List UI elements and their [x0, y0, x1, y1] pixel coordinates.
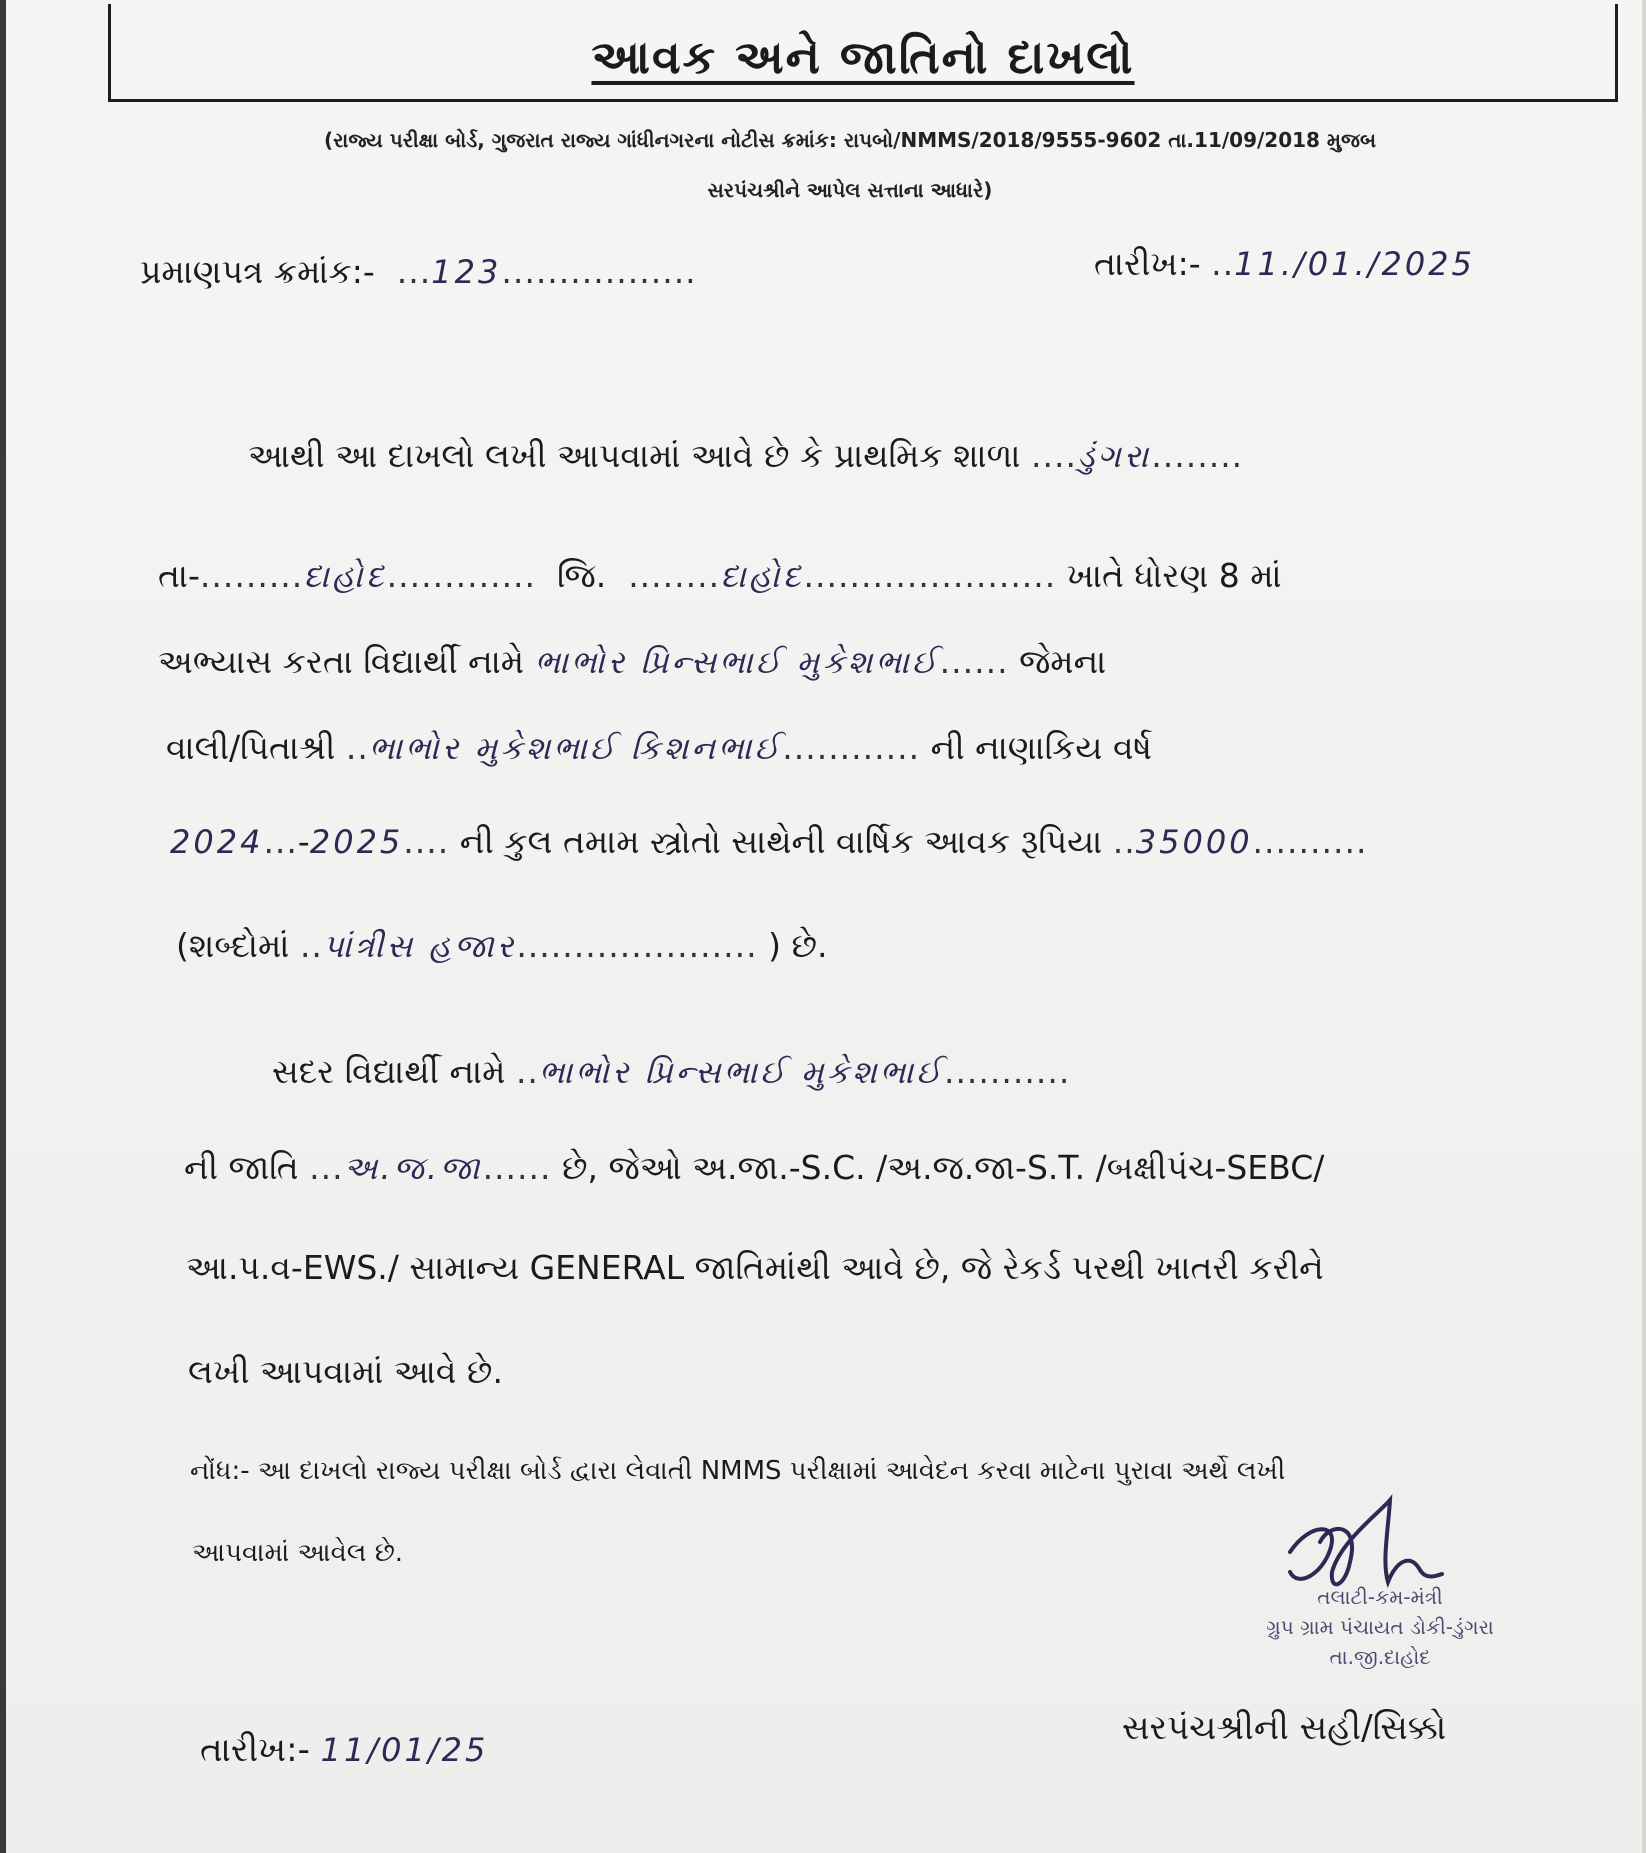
paragraph-line-2: તા-.........દાહોદ............. જિ. ........દાહોદ...................... ખાતે ધોરણ 8 માં — [158, 556, 1282, 595]
scan-edge-right — [1642, 0, 1646, 1853]
jemna-text: જેમના — [1019, 642, 1107, 681]
financial-year-label: ની નાણાકિય વર્ષ — [930, 728, 1152, 767]
income-words-end: ) છે. — [768, 926, 828, 965]
note-line-1: નોંધ:- આ દાખલો રાજ્ય પરીક્ષા બોર્ડ દ્વારા લેવાતી NMMS પરીક્ષામાં આવેદન કરવા માટેના પુરાવા અર્થે લખી — [190, 1456, 1286, 1486]
certificate-date-value: 11./01./2025 — [1234, 245, 1475, 283]
student-name-2: ભાભોર પ્રિન્સભાઈ મુકેશભાઈ — [538, 1053, 944, 1091]
taluka-value: દાહોદ — [303, 557, 387, 595]
footer-date-value: 11/01/25 — [320, 1731, 489, 1769]
paragraph-2-line-3: આ.પ.વ-EWS./ સામાન્ય GENERAL જાતિમાંથી આવે છે, જે રેકર્ડ પરથી ખાતરી કરીને — [186, 1248, 1324, 1287]
paragraph-2-line-4: લખી આપવામાં આવે છે. — [188, 1352, 503, 1391]
official-stamp — [1210, 1582, 1550, 1672]
income-words: પાંત્રીસ હજાર — [322, 927, 517, 965]
certificate-date-row: તારીખ:- ..11./01./2025 — [1094, 244, 1475, 283]
stamp-line-1: તલાટી-કમ-મંત્રી — [1317, 1585, 1443, 1609]
income-words-label: (શબ્દોમાં — [176, 926, 290, 965]
income-value: 35000 — [1135, 823, 1253, 861]
district-value: દાહોદ — [720, 557, 804, 595]
school-intro-text: આથી આ દાખલો લખી આપવામાં આવે છે કે પ્રાથમિક શાળા — [248, 436, 1021, 475]
guardian-label: વાલી/પિતાશ્રી — [166, 728, 336, 767]
standard-text: ખાતે ધોરણ 8 માં — [1066, 556, 1282, 595]
certificate-number-row: પ્રમાણપત્ર ક્રમાંક:- ...123................. — [140, 252, 697, 291]
footer-date-label: તારીખ:- — [200, 1730, 310, 1770]
paragraph-line-1: આથી આ દાખલો લખી આપવામાં આવે છે કે પ્રાથમિક શાળા ....ડુંગરા........ — [248, 436, 1244, 475]
taluka-label: તા- — [158, 556, 200, 595]
certificate-number-label: પ્રમાણપત્ર ક્રમાંક:- — [140, 252, 375, 291]
paragraph-2-line-1: સદર વિદ્યાર્થી નામે ..ભાભોર પ્રિન્સભાઈ મુકેશભાઈ........... — [272, 1052, 1071, 1091]
reference-line-1: (રાજ્ય પરીક્ષા બોર્ડ, ગુજરાત રાજ્ય ગાંધીનગરના નોટીસ ક્રમાંક: રાપબો/NMMS/2018/9555-9602 તા.11/09/2018 મુજબ — [323, 128, 1377, 152]
financial-year-separator: - — [297, 822, 310, 861]
student-label-2: સદર વિદ્યાર્થી નામે — [272, 1052, 506, 1091]
paragraph-line-3: અભ્યાસ કરતા વિદ્યાર્થી નામે ભાભોર પ્રિન્સભાઈ મુકેશભાઈ...... જેમના — [158, 642, 1107, 681]
stamp-line-2: ગ્રુપ ગ્રામ પંચાયત ડોકી-ડુંગરા — [1266, 1615, 1494, 1639]
school-name: ડુંગરા — [1076, 437, 1152, 475]
caste-options: છે, જેઓ અ.જા.-S.C. /અ.જ.જા-S.T. /બક્ષીપંચ-SEBC/ — [562, 1148, 1325, 1187]
paragraph-line-6: (શબ્દોમાં ..પાંત્રીસ હજાર..................... ) છે. — [176, 926, 828, 965]
signature-label: સરપંચશ્રીની સહી/સિક્કો — [1122, 1708, 1447, 1748]
district-label: જિ. — [557, 556, 607, 595]
paragraph-2-line-2: ની જાતિ ...અ.જ.જા...... છે, જેઓ અ.જા.-S.C. /અ.જ.જા-S.T. /બક્ષીપંચ-SEBC/ — [184, 1148, 1325, 1187]
financial-year-start: 2024 — [170, 823, 264, 861]
document-title: આવક અને જાતિનો દાખલો — [591, 30, 1135, 84]
reference-line-2: સરપંચશ્રીને આપેલ સત્તાના આધારે) — [707, 178, 993, 202]
caste-value: અ.જ.જા — [343, 1149, 483, 1187]
caste-label: ની જાતિ — [184, 1148, 299, 1187]
certificate-date-label: તારીખ:- — [1094, 244, 1201, 283]
stamp-line-3: તા.જી.દાહોદ — [1329, 1645, 1431, 1669]
scan-edge — [0, 0, 6, 1853]
income-text: ની કુલ તમામ સ્ત્રોતો સાથેની વાર્ષિક આવક રૂપિયા — [459, 822, 1103, 861]
guardian-name: ભાભોર મુકેશભાઈ કિશનભાઈ — [368, 729, 783, 767]
student-name: ભાભોર પ્રિન્સભાઈ મુકેશભાઈ — [534, 643, 940, 681]
paragraph-line-4: વાલી/પિતાશ્રી ..ભાભોર મુકેશભાઈ કિશનભાઈ............ ની નાણાકિય વર્ષ — [166, 728, 1152, 767]
note-line-2: આપવામાં આવેલ છે. — [192, 1538, 404, 1568]
certificate-number-value: 123 — [431, 253, 502, 291]
paragraph-line-5: 2024...-2025.... ની કુલ તમામ સ્ત્રોતો સાથેની વાર્ષિક આવક રૂપિયા ..35000.......... — [170, 822, 1368, 861]
student-label: અભ્યાસ કરતા વિદ્યાર્થી નામે — [158, 642, 525, 681]
financial-year-end: 2025 — [309, 823, 404, 861]
footer-date-row — [200, 1730, 488, 1770]
title-box — [108, 4, 1618, 102]
